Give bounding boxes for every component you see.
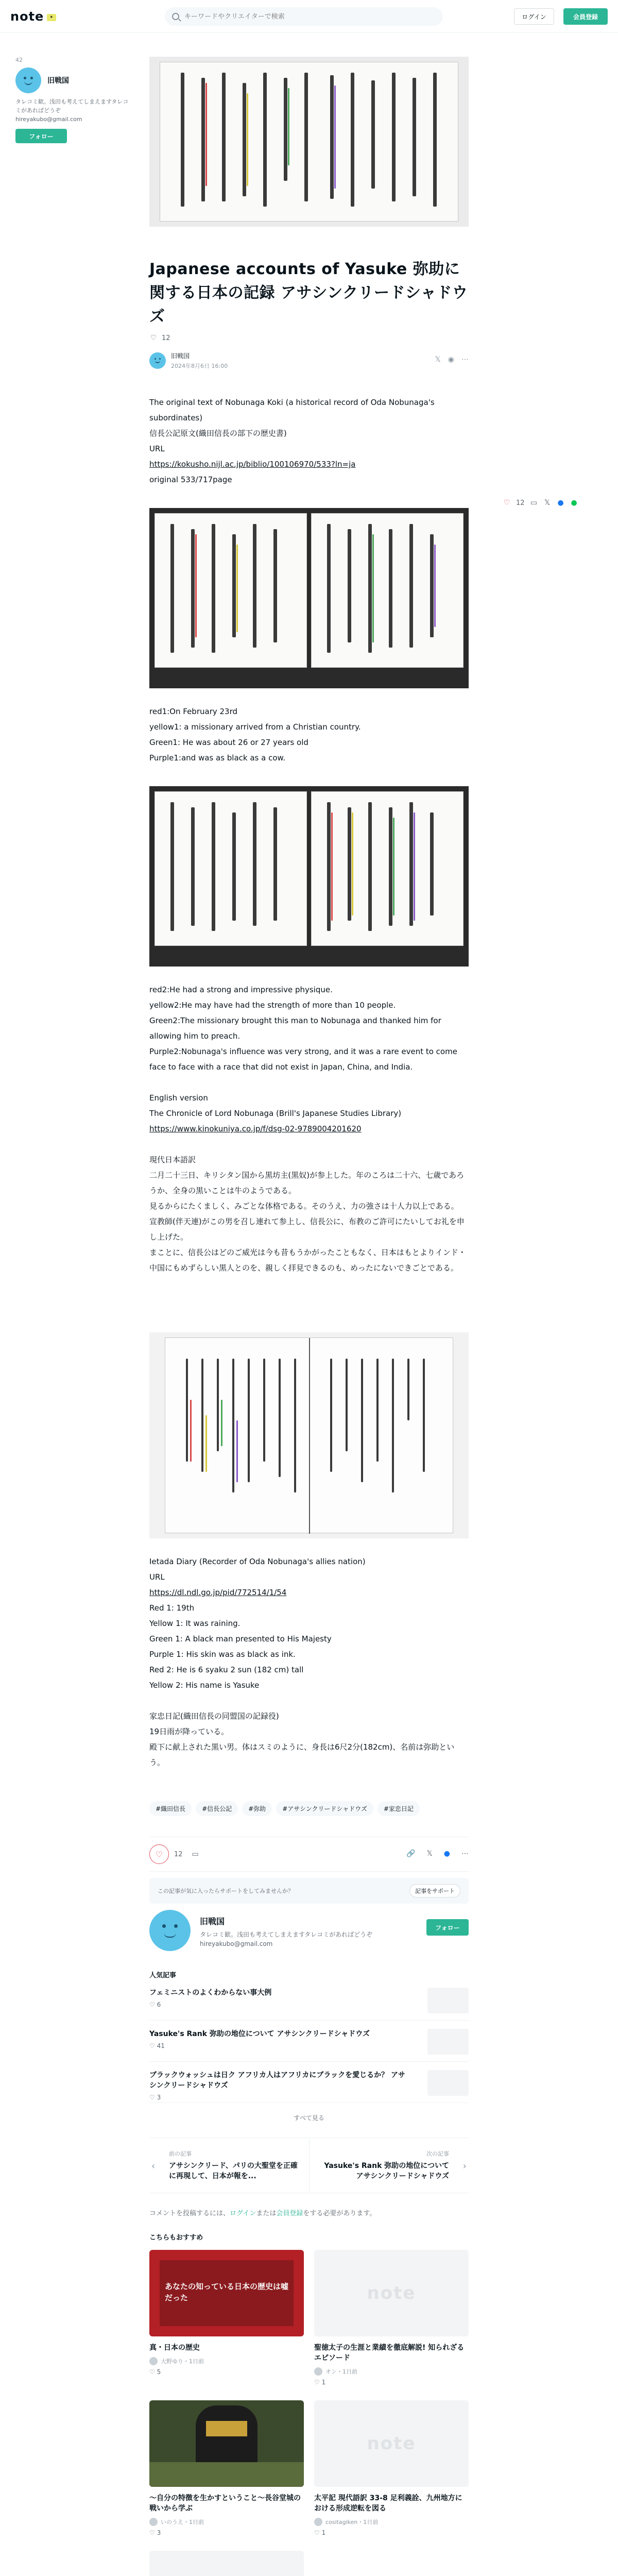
logo-badge-icon: ✦	[47, 14, 56, 21]
thumbnail[interactable]	[427, 1988, 469, 2013]
paragraph: Green1: He was about 26 or 27 years old	[149, 738, 308, 747]
article-title: Japanese accounts of Yasuke 弥助に関する日本の記録 アサシンクリードシャドウズ	[149, 260, 468, 326]
next-article[interactable]	[309, 2138, 469, 2193]
article-body-1	[149, 395, 469, 487]
comment-note-text: をする必要があります。	[303, 2210, 376, 2217]
title-likes	[149, 334, 469, 342]
popular-title[interactable]: ブラックウォッシュは日ク アフリカ人はアフリカにブラックを愛じるか？ アサシンクリードシャドウズ	[149, 2071, 405, 2090]
popular-likes: 6	[157, 2001, 161, 2008]
paragraph: 殿下に献上された黒い男。体はスミのように、身長は6尺2分(182cm)、名前は弥助という。	[149, 1742, 455, 1767]
paragraph: yellow2:He may have had the strength of more than 10 people.	[149, 1001, 396, 1010]
paragraph: The original text of Nobunaga Koki (a historical record of Oda Nobunaga's subordinates)	[149, 398, 435, 422]
facebook-icon[interactable]: ●	[443, 1850, 450, 1858]
heart-icon: ♡	[149, 2042, 157, 2049]
paragraph: Red 1: 19th	[149, 1603, 195, 1613]
author-card-bio: タレコミ歓。浅田も考えてしまえますタレコミがあればどうぞ hireyakubo@gmail.com	[200, 1931, 373, 1947]
placeholder-thumbnail[interactable]: note	[314, 2400, 469, 2487]
rec-author[interactable]: オン・1日前	[325, 2368, 357, 2375]
rec-likes: 1	[321, 2529, 326, 2536]
rec-title[interactable]: 太平記 現代語訳 33-8 足利義詮、九州地方における形成逆転を図る	[314, 2494, 462, 2513]
tag[interactable]: #アサシンクリードシャドウズ	[276, 1801, 373, 1816]
see-all-link[interactable]: すべて見る	[294, 2114, 324, 2122]
manuscript-image-2	[149, 786, 469, 967]
paragraph: URL	[149, 444, 165, 453]
kinokuniya-link[interactable]: https://www.kinokuniya.co.jp/f/dsg-02-9789004201620	[149, 1124, 362, 1133]
avatar[interactable]	[149, 2518, 158, 2526]
kokusho-link[interactable]: https://kokusho.nijl.ac.jp/biblio/100106970/533?ln=ja	[149, 460, 356, 469]
comment-note	[149, 2208, 469, 2217]
paragraph: Green2:The missionary brought this man to Nobunaga and thanked him for allowing him to preach.	[149, 1016, 441, 1041]
rec-author[interactable]: 大野ゆり・1日前	[161, 2358, 204, 2365]
search-input[interactable]	[184, 13, 432, 21]
comment-note-text: または	[256, 2210, 277, 2217]
book-cover-text: あなたの知っている日本の歴史は嘘だった	[165, 2282, 289, 2302]
heart-icon: ♡	[149, 2094, 157, 2101]
paragraph: original 533/717page	[149, 475, 232, 484]
author-card	[149, 1910, 469, 1951]
author-card-name[interactable]: 旧戦国	[200, 1917, 225, 1926]
byline-date: 2024年8月6日 16:00	[171, 363, 228, 369]
popular-heading: 人気記事	[149, 1972, 177, 1979]
paragraph: 二月二十三日、キリシタン国から黒坊主(黒奴)が参上した。年のころは二十六、七歳であろうか、全身の黒いことは牛のようである。	[149, 1171, 465, 1195]
rec-author[interactable]: いのうえ・1日前	[161, 2519, 204, 2526]
list-item[interactable]	[149, 2029, 469, 2062]
popular-likes: 41	[157, 2042, 165, 2049]
paragraph: red1:On February 23rd	[149, 707, 238, 716]
facebook-icon[interactable]: ◉	[448, 355, 454, 364]
recommend-grid	[149, 2250, 469, 2576]
popular-likes: 3	[157, 2094, 161, 2101]
article-body-4	[149, 1554, 469, 1770]
floating-like-count: 12	[516, 499, 525, 507]
tag[interactable]: #信長公記	[196, 1801, 238, 1816]
paragraph: red2:He had a strong and impressive physique.	[149, 985, 333, 994]
article-body-2	[149, 704, 469, 766]
list-item[interactable]	[314, 2400, 469, 2536]
paragraph: 見るからにたくましく、みごとな体格である。そのうえ、力の強さは十人力以上である。	[149, 1201, 459, 1211]
avatar[interactable]	[314, 2518, 322, 2526]
next-title[interactable]: Yasuke's Rank 弥助の地位について アサシンクリードシャドウズ	[324, 2162, 449, 2180]
heart-icon: ♡	[149, 2368, 157, 2376]
paragraph: The Chronicle of Lord Nobunaga (Brill's Japanese Studies Library)	[149, 1109, 402, 1118]
ndl-link[interactable]: https://dl.ndl.go.jp/pid/772514/1/54	[149, 1588, 287, 1597]
login-button[interactable]: ログイン	[514, 8, 554, 25]
rec-likes: 1	[321, 2379, 326, 2386]
paragraph: English version	[149, 1093, 208, 1103]
paragraph: Purple1:and was as black as a cow.	[149, 753, 286, 762]
list-item[interactable]	[314, 2551, 469, 2576]
paragraph: Ietada Diary (Recorder of Oda Nobunaga's allies nation)	[149, 1557, 366, 1566]
ietada-diary-image	[149, 1332, 469, 1538]
article-body-3	[149, 982, 469, 1276]
note-logo[interactable]	[10, 9, 56, 24]
author-follow-button[interactable]: フォロー	[426, 1919, 469, 1936]
comment-note-text: コメントを投稿するには、	[149, 2210, 230, 2217]
paragraph: 信長公記原文(織田信長の部下の歴史書)	[149, 429, 287, 438]
list-item[interactable]	[314, 2250, 469, 2386]
support-bar	[149, 1878, 469, 1904]
list-item[interactable]	[149, 2250, 304, 2386]
paragraph: Purple2:Nobunaga's influence was very strong, and it was a rare event to come face to face with a race that did not exist in Japan, China, and India.	[149, 1047, 457, 1072]
search-icon	[172, 13, 179, 20]
title-like-count: 12	[162, 334, 170, 342]
paragraph: Red 2: He is 6 syaku 2 sun (182 cm) tall	[149, 1665, 304, 1674]
like-button[interactable]	[149, 1844, 169, 1864]
book-cover-thumbnail[interactable]	[149, 2250, 304, 2336]
line-icon[interactable]: ●	[571, 499, 577, 507]
x-share-icon[interactable]: 𝕏	[426, 1850, 433, 1858]
photo-thumbnail[interactable]	[149, 2400, 304, 2487]
avatar[interactable]	[314, 2367, 322, 2376]
header	[0, 0, 618, 33]
paragraph: 家忠日記(織田信長の同盟国の記録役)	[149, 1711, 279, 1721]
rec-likes: 5	[157, 2368, 161, 2376]
thumbnail[interactable]	[427, 2029, 469, 2055]
tag[interactable]: #弥助	[242, 1801, 272, 1816]
heart-icon[interactable]: ♡	[150, 334, 157, 342]
facebook-icon[interactable]: ●	[557, 499, 564, 507]
support-button[interactable]: 記事をサポート	[409, 1884, 460, 1897]
sidebar-bio: タレコミ歓。浅田も考えてしまえますタレコミがあればどうぞ hireyakubo@gmail.com	[15, 98, 129, 123]
share-x-icon[interactable]: 𝕏	[544, 499, 551, 507]
heart-icon: ♡	[155, 1849, 163, 1859]
tag[interactable]: #織田信長	[149, 1801, 192, 1816]
thumbnail[interactable]	[427, 2070, 469, 2096]
action-like-count: 12	[174, 1850, 183, 1858]
byline	[149, 351, 469, 370]
paragraph: Yellow 1: It was raining.	[149, 1619, 241, 1628]
byline-author[interactable]: 旧戦国	[171, 352, 190, 360]
paragraph: 宣教師(伴天連)がこの男を召し連れて参上し、信長公に、布教のご許可にたいしてお礼を申し上げた。	[149, 1217, 465, 1242]
list-item[interactable]	[149, 2551, 304, 2576]
tag[interactable]: #家忠日記	[377, 1801, 420, 1816]
follow-label[interactable]: フォロー	[29, 132, 54, 140]
avatar[interactable]	[149, 2357, 158, 2365]
sidebar-count: 42	[15, 57, 23, 63]
comment-icon[interactable]: ▭	[530, 499, 538, 507]
list-item[interactable]	[149, 2400, 304, 2536]
rec-likes: 3	[157, 2529, 161, 2536]
manuscript-image-1	[149, 508, 469, 688]
placeholder-thumbnail[interactable]: note	[314, 2250, 469, 2336]
avatar[interactable]	[149, 1910, 191, 1951]
popular-title[interactable]: Yasuke's Rank 弥助の地位について アサシンクリードシャドウズ	[149, 2030, 370, 2038]
floating-actions	[503, 499, 578, 507]
author-sidebar	[15, 57, 129, 143]
sidebar-author[interactable]	[15, 67, 129, 93]
more-icon[interactable]: ⋯	[461, 1850, 469, 1858]
login-link[interactable]: ログイン	[230, 2210, 256, 2217]
heart-icon: ♡	[314, 2529, 322, 2536]
signup-button[interactable]: 会員登録	[563, 8, 608, 25]
signup-link[interactable]: 会員登録	[276, 2210, 303, 2217]
list-item[interactable]	[149, 1988, 469, 2021]
article-action-bar	[149, 1837, 469, 1872]
heart-icon: ♡	[149, 2001, 157, 2008]
logo-text[interactable]: note	[10, 9, 44, 24]
heart-icon: ♡	[314, 2379, 322, 2386]
avatar[interactable]	[15, 67, 41, 93]
next-label: 次の記事	[426, 2150, 449, 2157]
sidebar-author-name[interactable]: 旧戦国	[47, 77, 69, 85]
placeholder-thumbnail[interactable]	[149, 2551, 304, 2576]
support-text: この記事が気に入ったらサポートをしてみませんか？	[158, 1888, 294, 1894]
prev-label: 前の記事	[169, 2150, 192, 2157]
heart-icon[interactable]: ♡	[503, 499, 510, 507]
rec-author[interactable]: cositagiken・1日前	[325, 2519, 379, 2526]
list-item[interactable]	[149, 2070, 469, 2103]
paragraph: 19日雨が降っている。	[149, 1727, 229, 1736]
popular-title[interactable]: フェミニストのよくわからない事大例	[149, 1989, 272, 1997]
prev-article[interactable]	[149, 2138, 309, 2193]
paragraph: Yellow 2: His name is Yasuke	[149, 1681, 260, 1690]
chevron-left-icon: ‹	[151, 2161, 156, 2172]
rec-title[interactable]: 聖徳太子の生涯と業績を徹底解説! 知られざるエピソード	[314, 2344, 465, 2362]
paragraph: 現代日本語訳	[149, 1155, 196, 1164]
chevron-right-icon: ›	[462, 2161, 467, 2172]
prev-next-nav	[149, 2138, 469, 2193]
paragraph: yellow1: a missionary arrived from a Christian country.	[149, 722, 361, 732]
more-icon[interactable]: ⋯	[461, 355, 469, 364]
comment-icon[interactable]: ▭	[192, 1850, 199, 1858]
x-share-icon[interactable]: 𝕏	[435, 355, 441, 364]
search-bar[interactable]	[165, 7, 443, 26]
heart-icon: ♡	[149, 2529, 157, 2536]
paragraph: Purple 1: His skin was as black as ink.	[149, 1650, 296, 1659]
follow-button[interactable]	[15, 129, 67, 143]
prev-title[interactable]: アサシンクリード、パリの大聖堂を正確に再現して、日本が報を...	[169, 2162, 298, 2180]
link-icon[interactable]: 🔗	[406, 1850, 416, 1858]
rec-title[interactable]: 真・日本の歴史	[149, 2344, 200, 2352]
recommend-heading: こちらもおすすめ	[149, 2234, 203, 2242]
tag-list	[149, 1801, 469, 1816]
paragraph: Green 1: A black man presented to His Majesty	[149, 1634, 332, 1643]
paragraph: まことに、信長公はどのご威光は今も昔もうかがったこともなく、日本はもとよりインド・中国にもめずらしい黒人とのを、親しく拝見できるのも、めったにないできごとである。	[149, 1248, 466, 1273]
avatar[interactable]	[149, 352, 166, 369]
paragraph: URL	[149, 1572, 165, 1582]
hero-manuscript-image	[149, 57, 469, 227]
rec-title[interactable]: 〜自分の特徴を生かすということ〜長谷堂城の戦いから学ぶ	[149, 2494, 301, 2513]
article-main	[149, 57, 469, 2576]
